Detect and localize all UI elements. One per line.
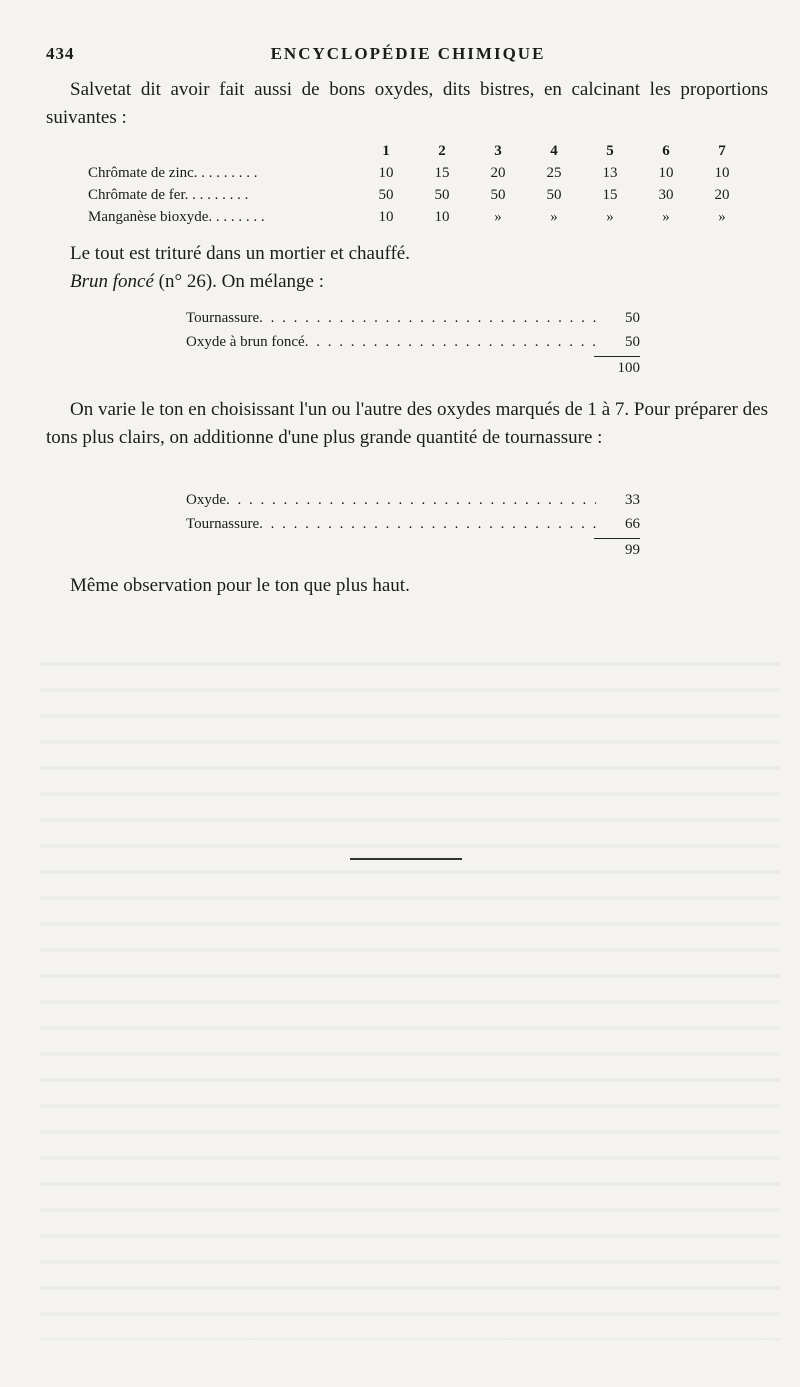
oxide-proportions-table	[88, 140, 750, 228]
recipe-row	[186, 330, 640, 354]
table-cell: 50	[434, 186, 450, 203]
table-cell: 10	[378, 164, 394, 181]
row-label: Chrômate de fer. . . . . . . . .	[88, 186, 249, 203]
table-cell: 50	[546, 186, 562, 203]
column-header: 4	[550, 142, 558, 159]
recipe-row	[186, 512, 640, 536]
column-header: 5	[606, 142, 614, 159]
column-header: 3	[494, 142, 502, 159]
table-cell: 20	[490, 164, 506, 181]
row-label: Chrômate de zinc. . . . . . . . .	[88, 164, 258, 181]
section-separator	[350, 858, 462, 860]
ingredient-quantity: 66	[625, 516, 640, 532]
intro-paragraph: Salvetat dit avoir fait aussi de bons oxydes, dits bistres, en calcinant les proportions suivantes :	[46, 79, 768, 128]
sum-rule	[594, 538, 640, 539]
table-cell: »	[606, 208, 614, 225]
table-cell: 10	[378, 208, 394, 225]
table-cell: 10	[714, 164, 730, 181]
row-label: Manganèse bioxyde. . . . . . . .	[88, 208, 265, 225]
column-header: 7	[718, 142, 726, 159]
table-cell: 30	[658, 186, 674, 203]
bleed-through-texture	[40, 640, 780, 1340]
page-number: 434	[46, 44, 75, 63]
vary-paragraph: On varie le ton en choisissant l'un ou l'autre des oxydes marqués de 1 à 7. Pour préparer des tons plus clairs, on additionne d'une plus grande quantité de tournassure :	[46, 399, 768, 448]
table-cell: 50	[378, 186, 394, 203]
table-cell: 20	[714, 186, 730, 203]
table-cell: »	[718, 208, 726, 225]
brun-fonce-title: Brun foncé	[70, 271, 154, 292]
ingredient-name: Oxyde à brun foncé	[186, 334, 305, 350]
ingredient-quantity: 50	[625, 334, 640, 350]
column-header: 1	[382, 142, 390, 159]
brun-fonce-ref: (n° 26). On mélange :	[158, 271, 325, 292]
page-header	[46, 44, 770, 68]
table-cell: 15	[602, 186, 618, 203]
ingredient-quantity: 50	[625, 310, 640, 326]
table-cell: »	[494, 208, 502, 225]
recipe-total: 99	[625, 542, 640, 558]
column-header: 6	[662, 142, 670, 159]
recipe-total: 100	[617, 360, 640, 376]
table-cell: 50	[490, 186, 506, 203]
ingredient-name: Tournassure	[186, 516, 260, 532]
table-cell: 15	[434, 164, 450, 181]
closing-paragraph: Même observation pour le ton que plus haut.	[70, 575, 410, 596]
table-header-row	[88, 140, 750, 162]
table-cell: 13	[602, 164, 618, 181]
after-table-text: Le tout est trituré dans un mortier et chauffé.	[70, 243, 410, 264]
table-cell: 10	[658, 164, 674, 181]
recipe-row	[186, 488, 640, 512]
table-cell: »	[550, 208, 558, 225]
recipe-lighter-tones	[186, 488, 640, 568]
recipe-row	[186, 306, 640, 330]
sum-rule	[594, 356, 640, 357]
column-header: 2	[438, 142, 446, 159]
ingredient-name: Tournassure	[186, 310, 260, 326]
ingredient-name: Oxyde	[186, 492, 226, 508]
table-row	[88, 162, 750, 184]
table-cell: 25	[546, 164, 562, 181]
running-title: ENCYCLOPÉDIE CHIMIQUE	[270, 44, 546, 63]
table-cell: 10	[434, 208, 450, 225]
ingredient-quantity: 33	[625, 492, 640, 508]
table-row	[88, 206, 750, 228]
table-row	[88, 184, 750, 206]
brun-fonce-paragraph	[46, 268, 768, 296]
recipe-brun-fonce	[186, 306, 640, 386]
table-cell: »	[662, 208, 670, 225]
